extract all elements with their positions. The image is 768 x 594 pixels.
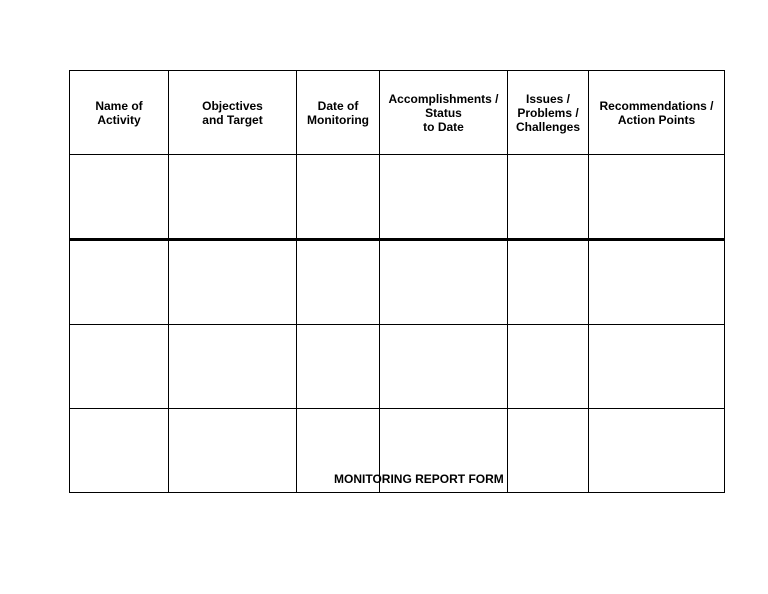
table-cell[interactable]	[297, 325, 380, 409]
header-accomplishments-status: Accomplishments / Status to Date	[380, 71, 508, 155]
table-cell[interactable]	[508, 240, 589, 325]
table-cell[interactable]	[169, 240, 297, 325]
form-title: MONITORING REPORT FORM	[334, 472, 504, 486]
table-cell[interactable]	[297, 155, 380, 240]
header-objectives-and-target: Objectives and Target	[169, 71, 297, 155]
table-cell[interactable]	[589, 240, 725, 325]
header-name-of-activity: Name of Activity	[70, 71, 169, 155]
table-cell[interactable]	[169, 409, 297, 493]
table-row	[70, 325, 725, 409]
header-date-of-monitoring: Date of Monitoring	[297, 71, 380, 155]
table-cell[interactable]	[169, 155, 297, 240]
table-cell[interactable]	[297, 240, 380, 325]
table-cell[interactable]	[380, 240, 508, 325]
table-cell[interactable]	[380, 325, 508, 409]
table-cell[interactable]	[589, 155, 725, 240]
table-cell[interactable]	[70, 409, 169, 493]
table-cell[interactable]	[508, 325, 589, 409]
table-row	[70, 240, 725, 325]
header-row	[70, 71, 725, 155]
table-row	[70, 155, 725, 240]
table-cell[interactable]	[70, 325, 169, 409]
table-cell[interactable]	[508, 409, 589, 493]
table-cell[interactable]	[380, 155, 508, 240]
header-issues-problems-challenges: Issues / Problems / Challenges	[508, 71, 589, 155]
table-cell[interactable]	[508, 155, 589, 240]
table-cell[interactable]	[70, 240, 169, 325]
table-cell[interactable]	[589, 409, 725, 493]
table-cell[interactable]	[169, 325, 297, 409]
monitoring-report-table	[69, 70, 725, 493]
table-cell[interactable]	[70, 155, 169, 240]
header-recommendations-action-points: Recommendations / Action Points	[589, 71, 725, 155]
table-cell[interactable]	[589, 325, 725, 409]
